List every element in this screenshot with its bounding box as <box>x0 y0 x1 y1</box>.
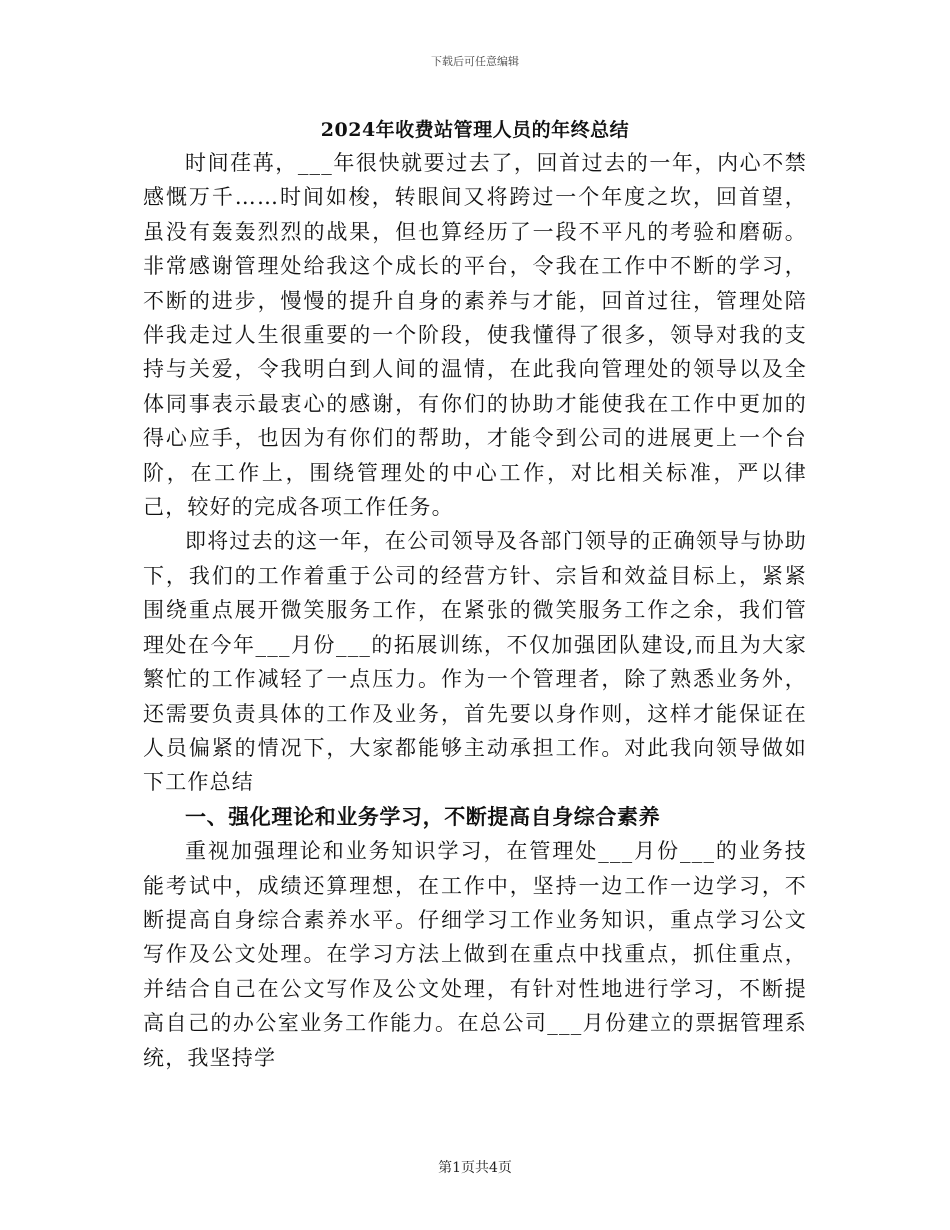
page-header-note: 下载后可任意编辑 <box>431 55 519 68</box>
page-title: 2024年收费站管理人员的年终总结 <box>320 119 630 141</box>
section-heading-1: 一、强化理论和业务学习，不断提高自身综合素养 <box>185 803 661 829</box>
document-body <box>143 146 807 1075</box>
paragraph-intro: 时间荏苒，___年很快就要过去了，回首过去的一年，内心不禁感慨万千……时间如梭，转眼间又将跨过一个年度之坎，回首望，虽没有轰轰烈烈的战果，但也算经历了一段不平凡的考验和磨砺。非常感谢管理处给我这个成长的平台，令我在工作中不断的学习，不断的进步，慢慢的提升自身的素养与才能，回首过往，管理处陪伴我走过人生很重要的一个阶段，使我懂得了很多，领导对我的支持与关爱，令我明白到人间的温情，在此我向管理处的领导以及全体同事表示最衷心的感谢，有你们的协助才能使我在工作中更加的得心应手，也因为有你们的帮助，才能令到公司的进展更上一个台阶，在工作上，围绕管理处的中心工作，对比相关标准，严以律己，较好的完成各项工作任务。 <box>143 151 807 520</box>
paragraph-section-1: 重视加强理论和业务知识学习，在管理处___月份___的业务技能考试中，成绩还算理想，在工作中，坚持一边工作一边学习，不断提高自身综合素养水平。仔细学习工作业务知识，重点学习公文写作及公文处理。在学习方法上做到在重点中找重点，抓住重点，并结合自己在公文写作及公文处理，有针对性地进行学习，不断提高自己的办公室业务工作能力。在总公司___月份建立的票据管理系统，我坚持学 <box>143 839 807 1070</box>
paragraph-year-review: 即将过去的这一年，在公司领导及各部门领导的正确领导与协助下，我们的工作着重于公司的经营方针、宗旨和效益目标上，紧紧围绕重点展开微笑服务工作，在紧张的微笑服务工作之余，我们管理处在今年___月份___的拓展训练，不仅加强团队建设,而且为大家繁忙的工作减轻了一点压力。作为一个管理者，除了熟悉业务外，还需要负责具体的工作及业务，首先要以身作则，这样才能保证在人员偏紧的情况下，大家都能够主动承担工作。对此我向领导做如下工作总结 <box>143 529 807 795</box>
page-footer-indicator: 第1页共4页 <box>438 1160 512 1176</box>
